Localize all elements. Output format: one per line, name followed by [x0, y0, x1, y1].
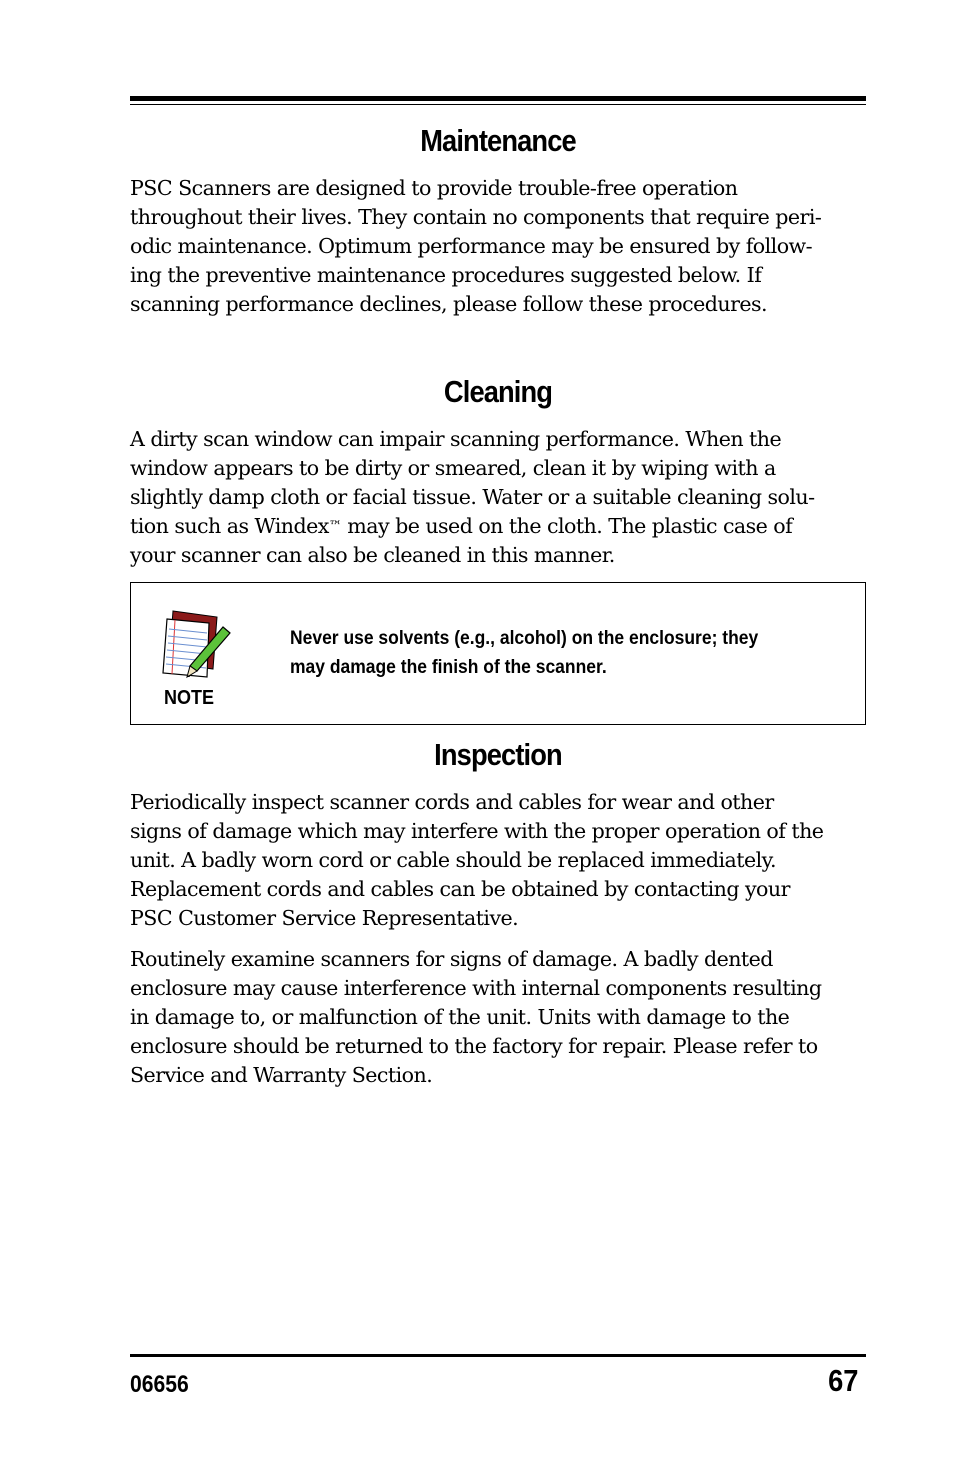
note-label: NOTE [164, 687, 215, 709]
inspection-paragraph-2 [130, 945, 875, 1090]
text-line: unit. A badly worn cord or cable should be replaced immediately. [130, 848, 777, 872]
inspection-heading: Inspection [434, 737, 562, 772]
text-line: Routinely examine scanners for signs of damage. A badly dented [130, 947, 773, 971]
text-line: slightly damp cloth or facial tissue. Water or a suitable cleaning solu- [130, 485, 815, 509]
page-number: 67 [827, 1363, 858, 1398]
text-line: in damage to, or malfunction of the unit. Units with damage to the [130, 1005, 790, 1029]
text-line: Periodically inspect scanner cords and cables for wear and other [130, 790, 774, 814]
text-segment: may be used on the cloth. The plastic case of [341, 514, 793, 538]
text-line: your scanner can also be cleaned in this manner. [130, 543, 615, 567]
document-number: 06656 [130, 1371, 189, 1398]
top-rule-thick [130, 96, 866, 101]
text-line: signs of damage which may interfere with the proper operation of the [130, 819, 824, 843]
trademark-symbol: ™ [328, 519, 342, 534]
text-line: Never use solvents (e.g., alcohol) on the enclosure; they [290, 628, 759, 649]
text-line: PSC Scanners are designed to provide trouble-free operation [130, 176, 738, 200]
footer-rule [130, 1354, 866, 1357]
cleaning-paragraph [130, 425, 875, 570]
note-text [290, 624, 842, 682]
text-line: may damage the finish of the scanner. [290, 657, 607, 678]
note-box [130, 582, 866, 725]
text-line: window appears to be dirty or smeared, clean it by wiping with a [130, 456, 776, 480]
maintenance-heading: Maintenance [420, 123, 576, 158]
text-line: PSC Customer Service Representative. [130, 906, 519, 930]
maintenance-paragraph [130, 174, 875, 319]
text-line [130, 512, 875, 541]
cleaning-heading: Cleaning [443, 374, 553, 409]
inspection-paragraph-1 [130, 788, 875, 933]
text-line: ing the preventive maintenance procedures suggested below. If [130, 263, 762, 287]
text-line: odic maintenance. Optimum performance may be ensured by follow- [130, 234, 813, 258]
notepad-pencil-icon [159, 607, 235, 687]
text-line: scanning performance declines, please follow these procedures. [130, 292, 768, 316]
text-line: Replacement cords and cables can be obtained by contacting your [130, 877, 790, 901]
top-rule-thin [130, 104, 866, 105]
text-segment: tion such as Windex [130, 514, 329, 538]
text-line: throughout their lives. They contain no components that require peri- [130, 205, 822, 229]
text-line: Service and Warranty Section. [130, 1063, 433, 1087]
text-line: enclosure may cause interference with internal components resulting [130, 976, 822, 1000]
text-line: A dirty scan window can impair scanning performance. When the [130, 427, 782, 451]
text-line: enclosure should be returned to the factory for repair. Please refer to [130, 1034, 818, 1058]
